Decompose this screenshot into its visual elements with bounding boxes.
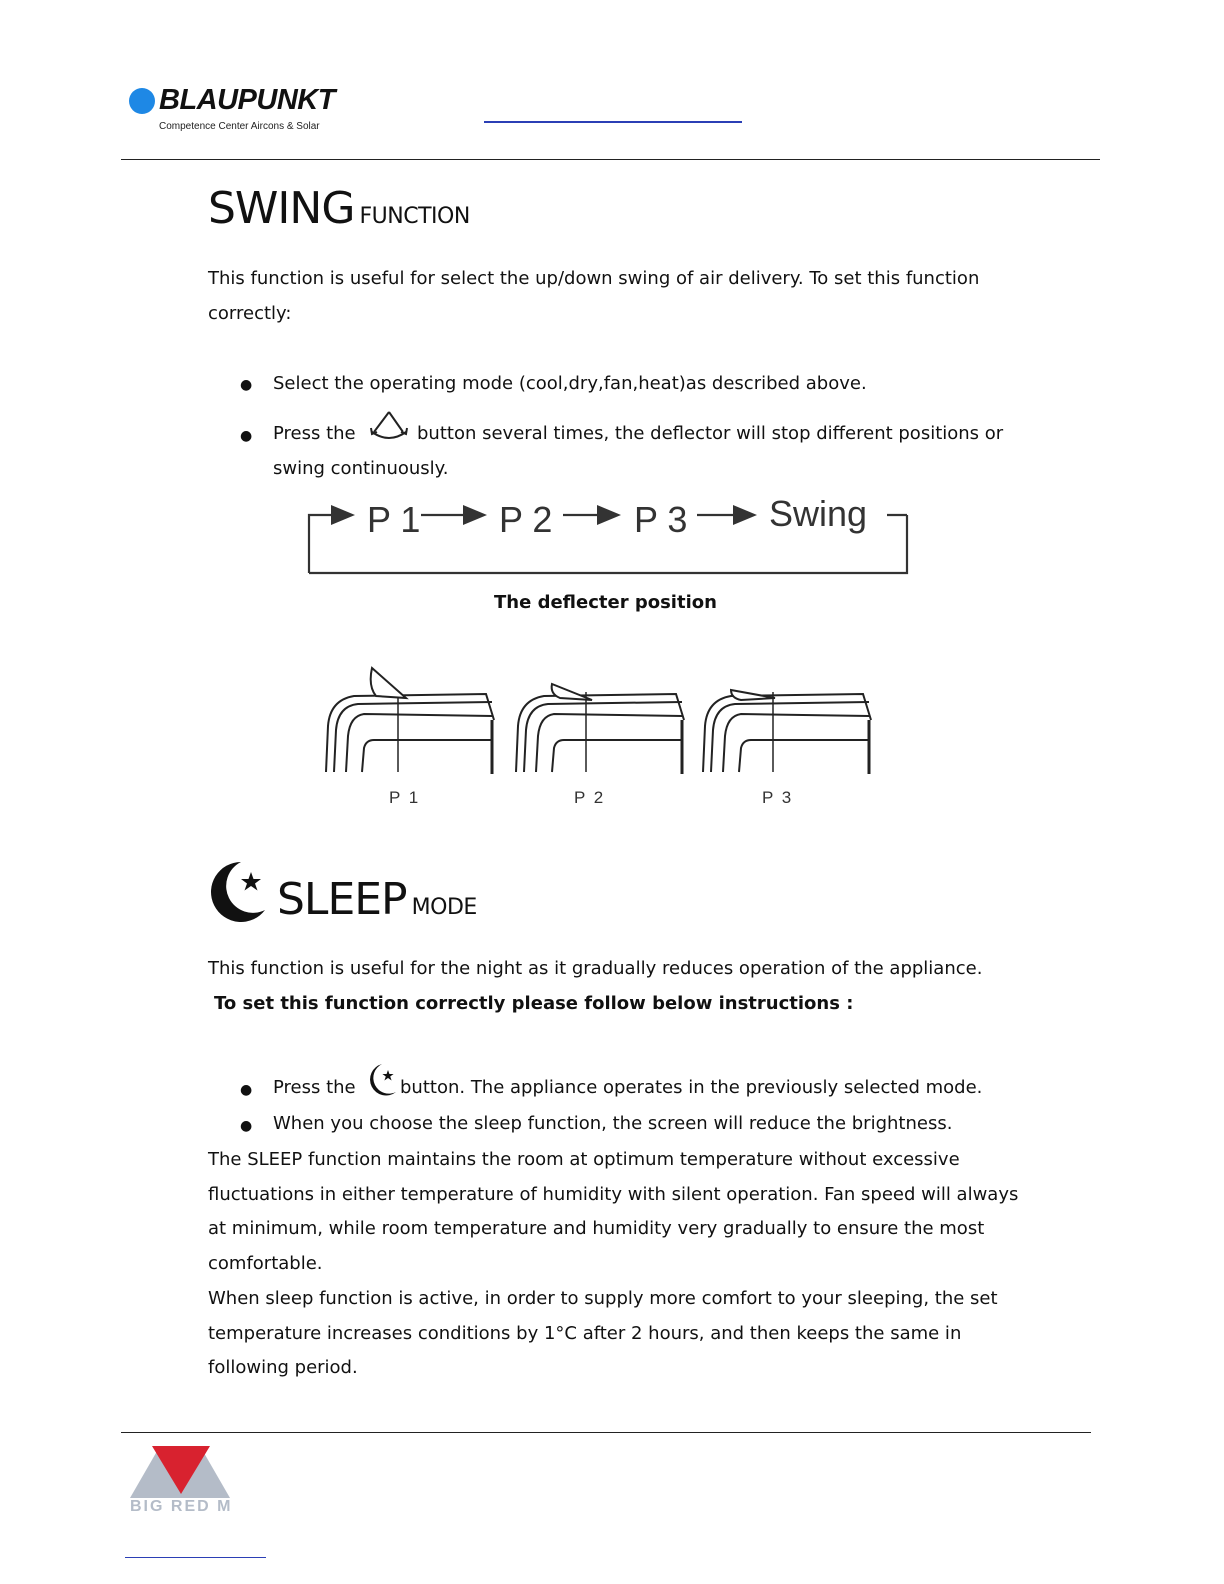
sleep-para2-line: When sleep function is active, in order to supply more comfort to your sleeping, the set xyxy=(208,1287,998,1309)
position-label-p3: P 3 xyxy=(762,788,794,807)
swing-intro xyxy=(208,262,979,331)
flow-step-p1: P 1 xyxy=(367,499,421,540)
bullet-dot: ● xyxy=(240,1118,253,1134)
sleep-para2-line: temperature increases conditions by 1°C after 2 hours, and then keeps the same in xyxy=(208,1322,962,1344)
sleep-bullet-2: When you choose the sleep function, the screen will reduce the brightness. xyxy=(273,1113,953,1134)
deflector-caption: The deflecter position xyxy=(494,592,717,613)
swing-title: SWING xyxy=(208,183,355,234)
bullet-dot: ● xyxy=(240,1082,253,1098)
sleep-intro: This function is useful for the night as it gradually reduces operation of the appliance. xyxy=(208,958,983,979)
sleep-para2-line: following period. xyxy=(208,1357,358,1379)
swing-intro-line1: This function is useful for select the up/down swing of air delivery. To set this function xyxy=(208,268,980,289)
flow-step-p3: P 3 xyxy=(634,499,688,540)
bullet-dot: ● xyxy=(240,428,253,444)
swing-intro-line2: correctly: xyxy=(208,302,292,324)
swing-bullet-1: Select the operating mode (cool,dry,fan,heat)as described above. xyxy=(273,373,867,394)
position-label-p2: P 2 xyxy=(574,788,606,807)
header-divider xyxy=(121,159,1100,160)
brand-tagline: Competence Center Aircons & Solar xyxy=(159,121,320,132)
sleep-instructions: To set this function correctly please follow below instructions : xyxy=(214,993,854,1014)
sleep-para1-line: The SLEEP function maintains the room at optimum temperature without excessive xyxy=(208,1149,960,1170)
deflector-illustration-p2 xyxy=(514,664,686,776)
swing-icon xyxy=(368,410,410,446)
swing-bullet-2-post: button several times, the deflector will stop different positions or xyxy=(417,423,1004,444)
swing-heading xyxy=(208,183,470,234)
sleep-para1-line: fluctuations in either temperature of humidity with silent operation. Fan speed will always xyxy=(208,1183,1019,1205)
flow-step-swing: Swing xyxy=(769,493,868,534)
sleep-paragraph-1 xyxy=(208,1143,1018,1386)
position-label-p1: P 1 xyxy=(389,788,421,807)
footer-link[interactable] xyxy=(125,1557,266,1558)
footer-logo-text: BIG RED M xyxy=(130,1498,233,1515)
moon-star-icon xyxy=(207,858,269,926)
sleep-bullet-1-post: button. The appliance operates in the previously selected mode. xyxy=(400,1077,983,1098)
header-link[interactable] xyxy=(484,121,742,123)
sleep-para1-line: comfortable. xyxy=(208,1253,323,1275)
brand-logo-dot xyxy=(129,88,155,114)
big-red-m-logo xyxy=(130,1444,230,1502)
sleep-button-icon xyxy=(364,1062,398,1102)
footer-divider xyxy=(121,1432,1091,1433)
swing-bullet-2-pre: Press the xyxy=(273,423,356,444)
swing-position-flow xyxy=(307,493,911,577)
swing-bullet-2-line2: swing continuously. xyxy=(273,458,449,479)
deflector-illustration-p1 xyxy=(324,664,496,776)
sleep-title: SLEEP xyxy=(277,874,407,925)
brand-logo: BLAUPUNKT xyxy=(159,84,335,116)
bullet-dot: ● xyxy=(240,377,253,393)
sleep-bullet-1-pre: Press the xyxy=(273,1077,356,1098)
sleep-heading xyxy=(277,874,477,925)
deflector-illustration-p3 xyxy=(701,664,873,776)
sleep-para1-line: at minimum, while room temperature and humidity very gradually to ensure the most xyxy=(208,1218,985,1240)
swing-title-suffix: FUNCTION xyxy=(359,204,470,229)
flow-step-p2: P 2 xyxy=(499,499,553,540)
sleep-title-suffix: MODE xyxy=(411,895,477,920)
